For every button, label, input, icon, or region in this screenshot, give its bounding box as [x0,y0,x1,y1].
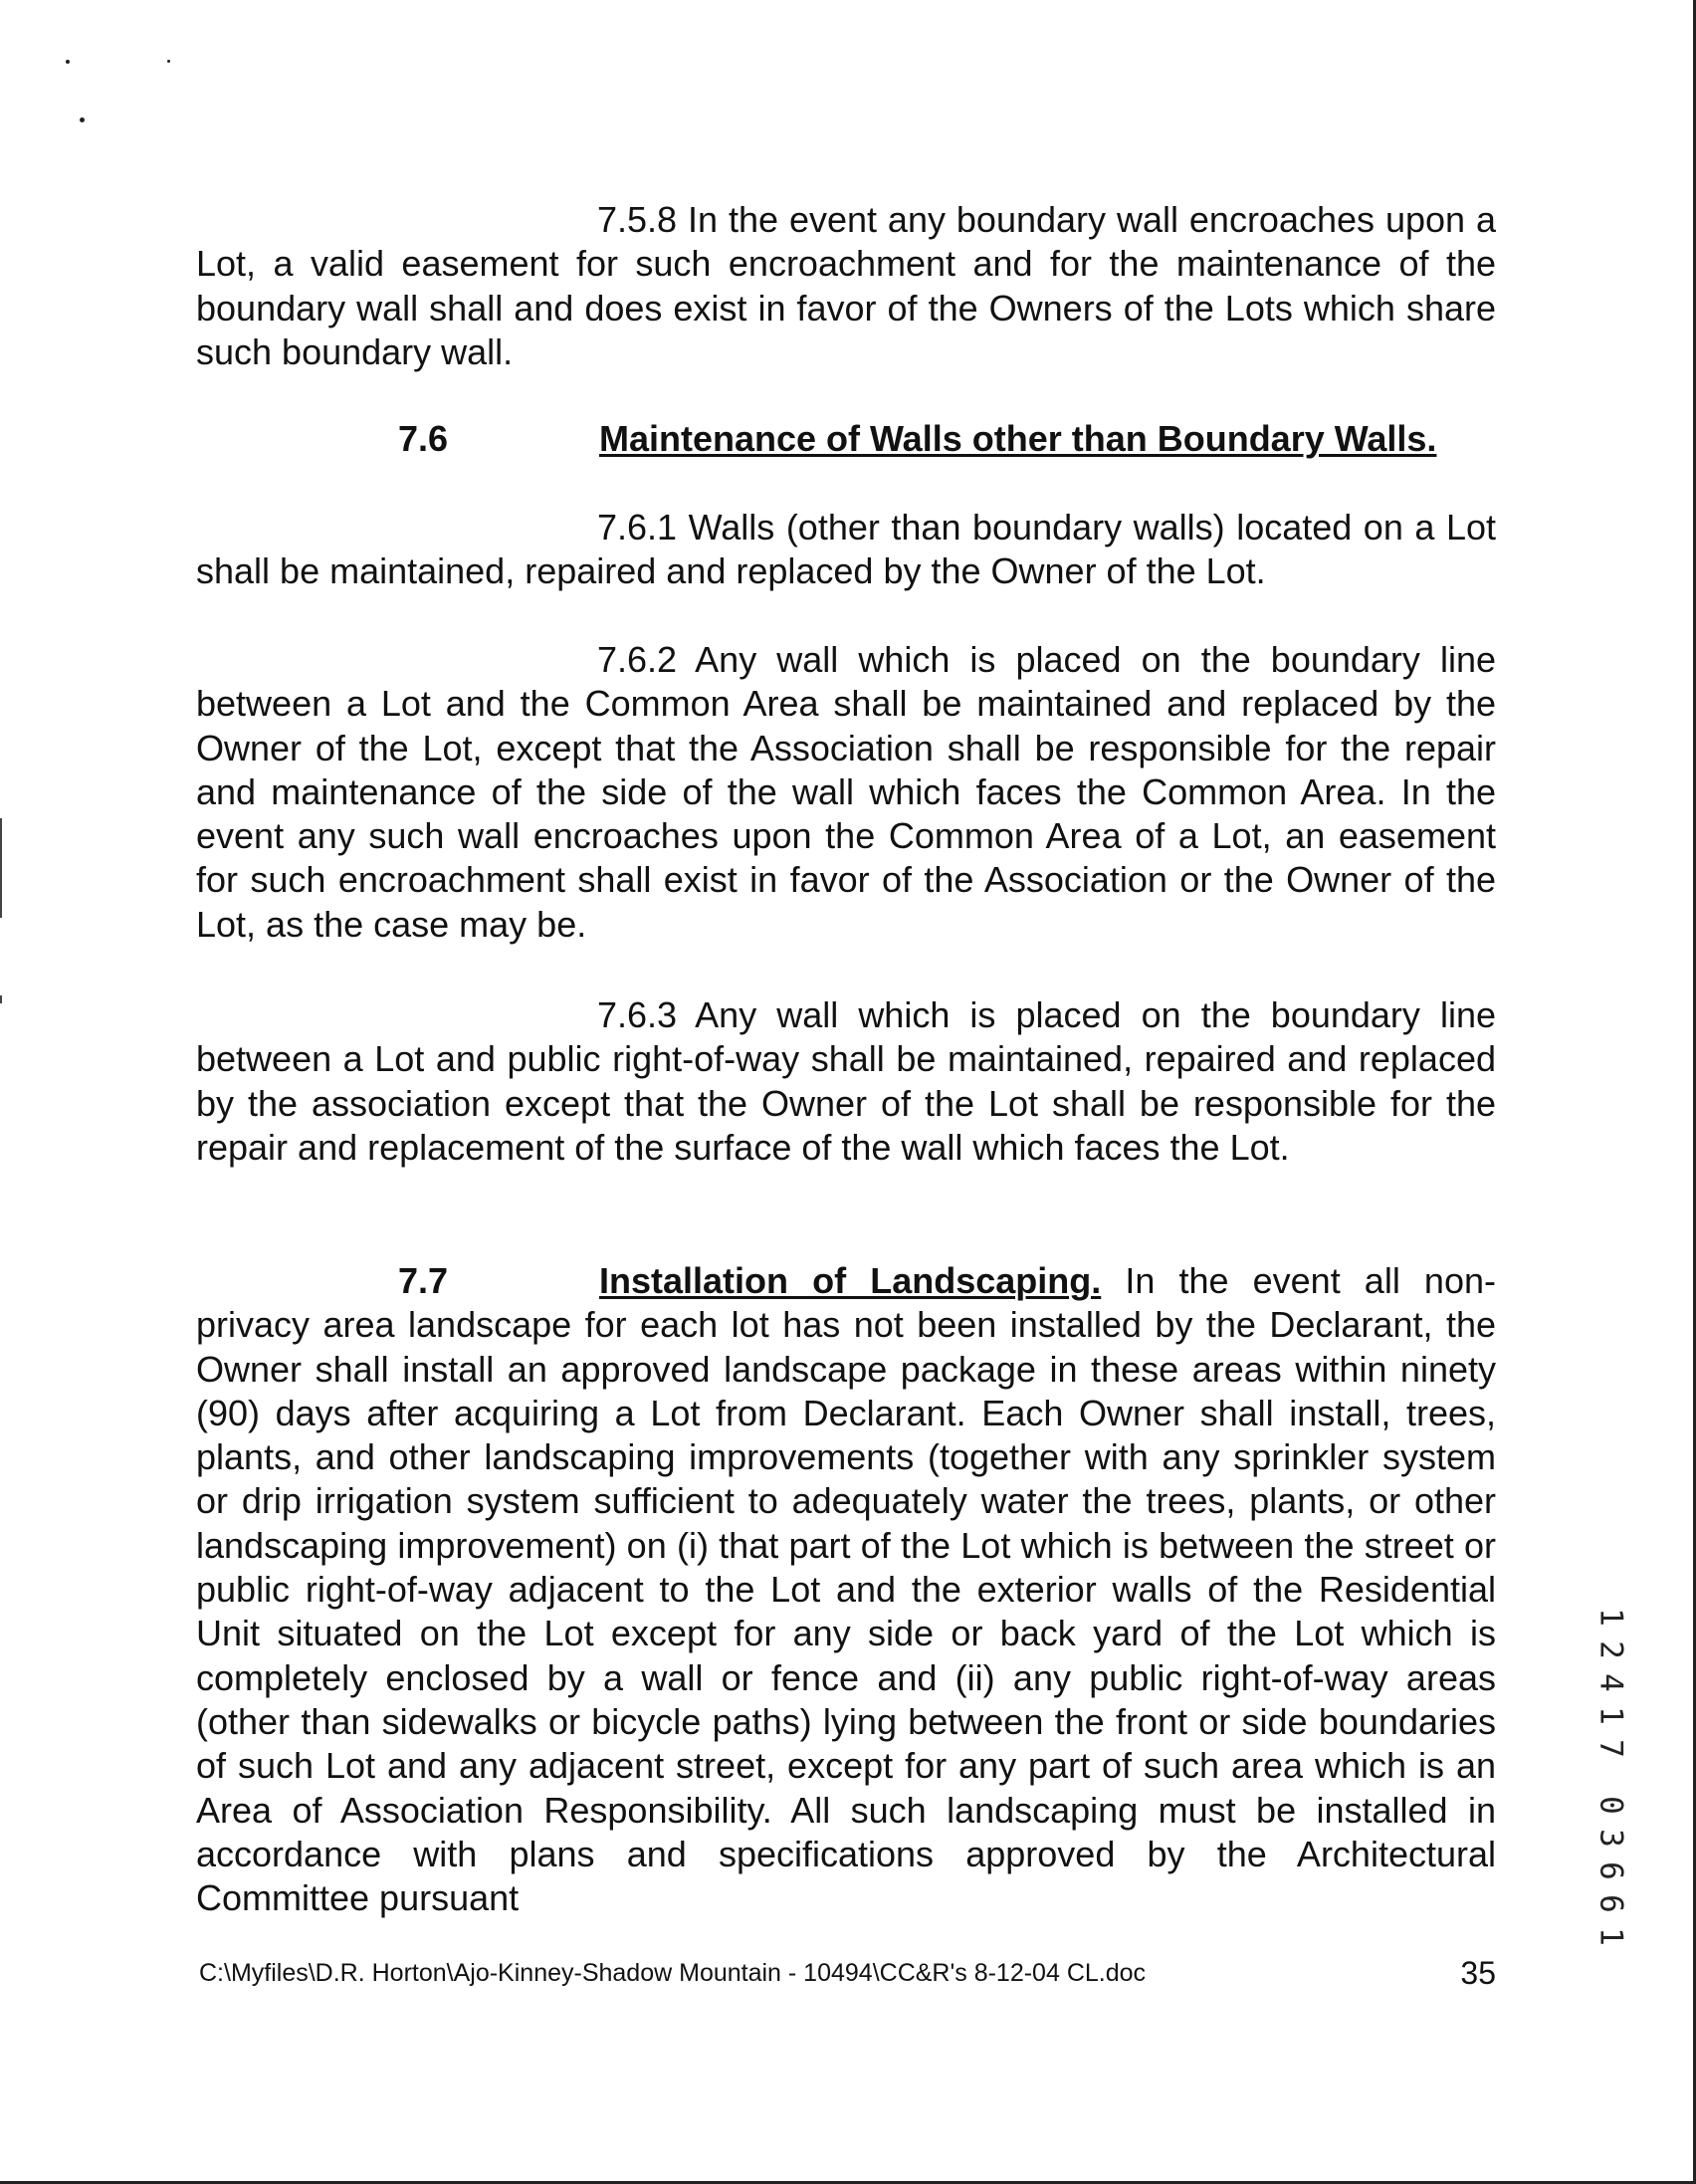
footer-file-path: C:\Myfiles\D.R. Horton\Ajo-Kinney-Shadow Mountain - 10494\CC&R's 8-12-04 CL.doc [199,1959,1147,1987]
section-number: 7.5.8 [597,199,678,240]
stamp-digit: 6 [1592,1861,1629,1880]
paragraph-7-5-8 [196,198,1496,374]
paragraph-7-6-2 [196,638,1496,947]
section-number: 7.6.1 [597,507,678,547]
stamp-digit: 1 [1592,1706,1629,1725]
section-number: 7.6.3 [597,994,678,1035]
stamp-digit: 6 [1592,1894,1629,1913]
stamp-digit: 3 [1592,1829,1629,1848]
section-number: 7.7 [398,1260,449,1301]
paragraph-text: Any wall which is placed on the boundary line between a Lot and public right-of-way shall be maintained, repaired and replaced by the association except that the Owner of the Lot shall be responsible for the repair and replacement of the surface of the wall which faces the Lot. [196,994,1497,1168]
scan-speck [80,117,85,122]
recording-stamp [1590,1601,1630,1953]
stamp-digit: 1 [1592,1608,1629,1627]
stamp-digit: 7 [1592,1739,1629,1758]
section-number: 7.6.2 [597,639,678,680]
stamp-digit: 0 [1592,1796,1629,1815]
stamp-digit: 4 [1592,1673,1629,1692]
scan-margin-mark [0,818,2,918]
section-title: Maintenance of Walls other than Boundary Walls. [599,418,1437,459]
heading-7-6 [398,417,1496,461]
page-number: 35 [1460,1955,1496,1991]
section-title: Installation of Landscaping. [599,1260,1102,1301]
paragraph-text: Any wall which is placed on the boundary line between a Lot and the Common Area shall be maintained and replaced by the Owner of the Lot, except that the Association shall be responsible for the repair and maintenance of the side of the wall which faces the Common Area. In the event any such wall encroaches upon the Common Area of a Lot, an easement for such encroachment shall exist in favor of the Association or the Owner of the Lot, as the case may be. [196,639,1497,945]
paragraph-text: Walls (other than boundary walls) located on a Lot shall be maintained, repaired and replaced by the Owner of the Lot. [196,507,1496,592]
section-number: 7.6 [398,418,449,459]
stamp-digit: 1 [1592,1927,1629,1946]
paragraph-7-6-1 [196,506,1496,594]
paragraph-text: In the event all non-privacy area landscape for each lot has not been installed by the Declarant, the Owner shall install an approved landscape package in these areas within ninety (90) days after acquiring a Lot from Declarant. Each Owner shall install, trees, plants, and other landscaping improvements (together with any sprinkler system or drip irrigation system sufficient to adequately water the trees, plants, or other landscaping improvement) on (i) that part of the Lot which is between the street or public right-of-way adjacent to the Lot and the exterior walls of the Residential Unit situated on the Lot except for any side or back yard of the Lot which is completely enclosed by a wall or fence and (ii) any public right-of-way areas (other than sidewalks or bicycle paths) lying between the front or side boundaries of such Lot and any adjacent street, except for any part of such area which is an Area of Association Responsibility. All such landscaping must be installed in accordance with plans and specifications approved by the Architectural Committee pursuant [196,1260,1496,1919]
scan-speck [66,60,70,64]
stamp-digit: 2 [1592,1640,1629,1659]
paragraph-7-6-3 [196,993,1496,1170]
paragraph-text: In the event any boundary wall encroaches upon a Lot, a valid easement for such encroachment and for the maintenance of the boundary wall shall and does exist in favor of the Owners of the Lots which share such boundary wall. [196,199,1496,372]
scan-speck [167,60,170,63]
scan-margin-mark [0,995,2,1003]
paragraph-7-7 [196,1259,1496,1920]
